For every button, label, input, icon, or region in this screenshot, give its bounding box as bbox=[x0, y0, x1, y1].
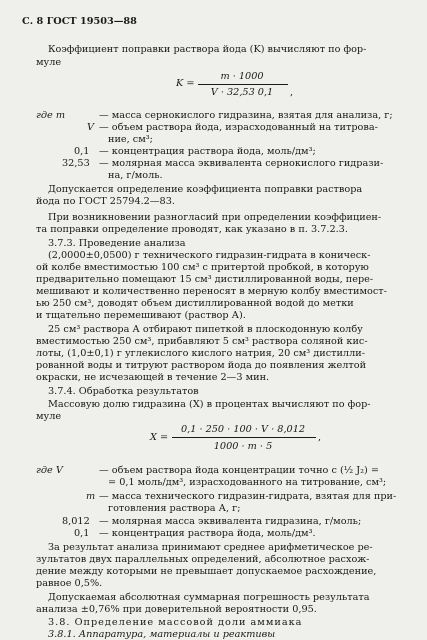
text-line: При возникновении разногласий при определении коэффициен- bbox=[48, 212, 382, 223]
definition-symbol: 8,012 bbox=[62, 516, 90, 527]
text-line: йода по ГОСТ 25794.2—83. bbox=[36, 196, 175, 207]
definition-text: — масса сернокислого гидразина, взятая для анализа, г; bbox=[99, 110, 393, 121]
text-line: (2,0000±0,0500) г технического гидразин-гидрата в коническ- bbox=[48, 250, 371, 261]
definition-symbol: где m bbox=[36, 110, 66, 121]
formula-lhs: K = bbox=[176, 78, 195, 89]
formula-tail: , bbox=[290, 87, 294, 98]
text-line: та поправки определение проводят, как указано в п. 3.7.2.3. bbox=[36, 224, 348, 235]
text-line: рованной воды и титруют раствором йода до появления желтой bbox=[36, 360, 367, 371]
definition-text: на, г/моль. bbox=[108, 170, 163, 181]
formula-numerator: m · 1000 bbox=[220, 71, 264, 82]
definition-symbol: 0,1 bbox=[74, 146, 90, 157]
text-line: муле bbox=[36, 411, 62, 422]
text-line: Допускаемая абсолютная суммарная погрешность результата bbox=[48, 592, 370, 603]
definition-symbol: m bbox=[86, 491, 96, 502]
text-line: зультатов двух параллельных определений, абсолютное расхож- bbox=[36, 554, 370, 565]
definition-text: = 0,1 моль/дм³, израсходованного на титрование, см³; bbox=[108, 477, 387, 488]
formula-numerator: 0,1 · 250 · 100 · V · 8,012 bbox=[180, 424, 306, 435]
fraction-bar bbox=[172, 437, 316, 438]
fraction-bar bbox=[198, 84, 288, 85]
section-heading-3-8-1: 3.8.1. Аппаратура, материалы и реактивы bbox=[48, 629, 276, 640]
definition-text: — молярная масса эквивалента сернокислого гидрази- bbox=[99, 158, 384, 169]
definition-symbol: 32,53 bbox=[62, 158, 90, 169]
definition-symbol: где V bbox=[36, 465, 63, 476]
text-line: мешивают и количественно переносят в мерную колбу вместимост- bbox=[36, 286, 387, 297]
formula-lhs: X = bbox=[150, 432, 169, 443]
page-header: С. 8 ГОСТ 19503—88 bbox=[22, 16, 137, 27]
section-heading-3-7-3: 3.7.3. Проведение анализа bbox=[48, 238, 186, 249]
text-line: окраски, не исчезающей в течение 2—3 мин. bbox=[36, 372, 270, 383]
text-line: ой колбе вместимостью 100 см³ с притертой пробкой, в которую bbox=[36, 262, 369, 273]
text-line: Массовую долю гидразина (X) в процентах вычисляют по фор- bbox=[48, 399, 371, 410]
definition-text: — объем раствора йода концентрации точно с (½ J₂) = bbox=[99, 465, 379, 476]
definition-text: — объем раствора йода, израсходованный на титрова- bbox=[99, 122, 378, 133]
text-line: и тщательно перемешивают (раствор А). bbox=[36, 310, 246, 321]
definition-text: — концентрация раствора йода, моль/дм³. bbox=[99, 528, 316, 539]
definition-text: — масса технического гидразин-гидрата, взятая для при- bbox=[99, 491, 397, 502]
text-line: вместимостью 250 см³, прибавляют 5 см³ раствора соляной кис- bbox=[36, 336, 368, 347]
section-heading-3-8: 3.8. Определение массовой доли аммиака bbox=[48, 617, 303, 628]
text-line: Коэффициент поправки раствора йода (K) вычисляют по фор- bbox=[48, 44, 367, 55]
section-heading-3-7-4: 3.7.4. Обработка результатов bbox=[48, 386, 199, 397]
text-line: 25 см³ раствора А отбирают пипеткой в плоскодонную колбу bbox=[48, 324, 363, 335]
definition-text: готовления раствора А, г; bbox=[108, 503, 241, 514]
definition-text: — концентрация раствора йода, моль/дм³; bbox=[99, 146, 316, 157]
definition-symbol: V bbox=[87, 122, 94, 133]
text-line: ью 250 см³, доводят объем дистиллированной водой до метки bbox=[36, 298, 354, 309]
formula-tail: , bbox=[318, 432, 322, 443]
text-line: дение между которыми не превышает допускаемое расхождение, bbox=[36, 566, 377, 577]
text-line: предварительно помещают 15 см³ дистиллированной воды, пере- bbox=[36, 274, 374, 285]
text-line: За результат анализа принимают среднее арифметическое ре- bbox=[48, 542, 373, 553]
formula-denominator: 1000 · m · 5 bbox=[213, 441, 273, 452]
definition-text: — молярная масса эквивалента гидразина, г/моль; bbox=[99, 516, 362, 527]
text-line: Допускается определение коэффициента поправки раствора bbox=[48, 184, 363, 195]
text-line: муле bbox=[36, 57, 62, 68]
text-line: лоты, (1,0±0,1) г углекислого кислого натрия, 20 см³ дистилли- bbox=[36, 348, 365, 359]
definition-text: ние, см³; bbox=[108, 134, 153, 145]
formula-denominator: V · 32,53 0,1 bbox=[210, 87, 274, 98]
text-line: анализа ±0,76% при доверительной вероятности 0,95. bbox=[36, 604, 317, 615]
text-line: равное 0,5%. bbox=[36, 578, 103, 589]
definition-symbol: 0,1 bbox=[74, 528, 90, 539]
